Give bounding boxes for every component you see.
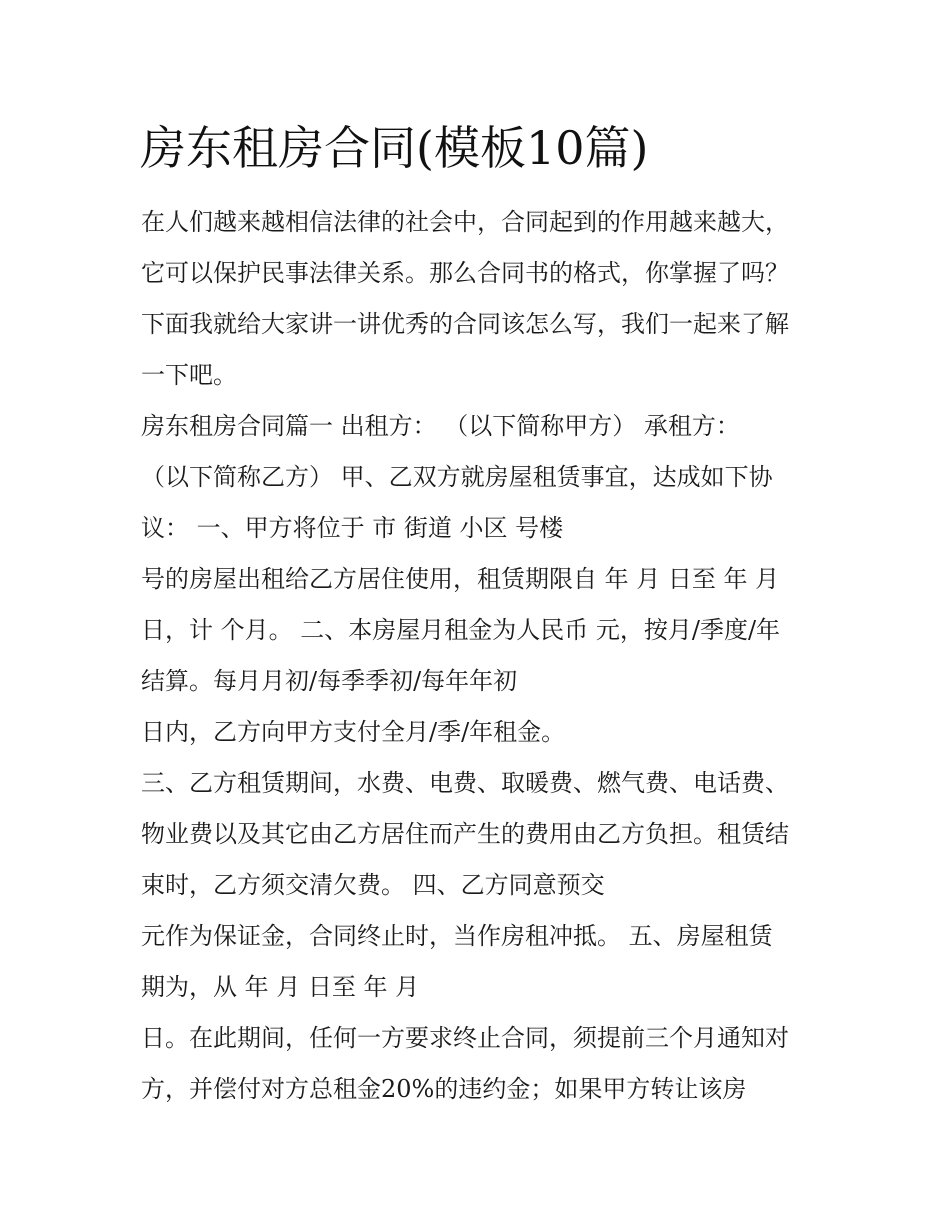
body-line: 下面我就给大家讲一讲优秀的合同该怎么写，我们一起来了解: [141, 310, 789, 338]
body-line: 束时，乙方须交清欠费。 四、乙方同意预交: [141, 871, 605, 899]
document-title: 房东租房合同(模板10篇): [140, 121, 649, 175]
body-line: 日，计 个月。 二、本房屋月租金为人民币 元，按月/季度/年: [141, 616, 781, 644]
body-line: 号的房屋出租给乙方居住使用，租赁期限自 年 月 日至 年 月: [141, 565, 780, 593]
body-line: 议： 一、甲方将位于 市 街道 小区 号楼: [141, 514, 564, 542]
body-line: 三、乙方租赁期间，水费、电费、取暖费、燃气费、电话费、: [141, 769, 789, 797]
body-line: （以下简称乙方） 甲、乙双方就房屋租赁事宜，达成如下协: [141, 463, 773, 491]
body-line: 它可以保护民事法律关系。那么合同书的格式，你掌握了吗？: [141, 259, 789, 287]
body-line: 方，并偿付对方总租金20%的违约金；如果甲方转让该房: [141, 1075, 747, 1103]
body-line: 在人们越来越相信法律的社会中，合同起到的作用越来越大，: [141, 208, 789, 236]
body-line: 结算。每月月初/每季季初/每年年初: [141, 667, 518, 695]
document-body: [141, 197, 831, 1115]
body-line: 期为，从 年 月 日至 年 月: [141, 973, 420, 1001]
body-line: 元作为保证金，合同终止时，当作房租冲抵。 五、房屋租赁: [141, 922, 773, 950]
body-line: 日内，乙方向甲方支付全月/季/年租金。: [141, 718, 566, 746]
body-line: 房东租房合同篇一 出租方： （以下简称甲方） 承租方：: [141, 412, 740, 440]
body-line: 一下吧。: [141, 361, 237, 389]
body-line: 日。在此期间，任何一方要求终止合同，须提前三个月通知对: [141, 1024, 789, 1052]
body-line: 物业费以及其它由乙方居住而产生的费用由乙方负担。租赁结: [141, 820, 789, 848]
